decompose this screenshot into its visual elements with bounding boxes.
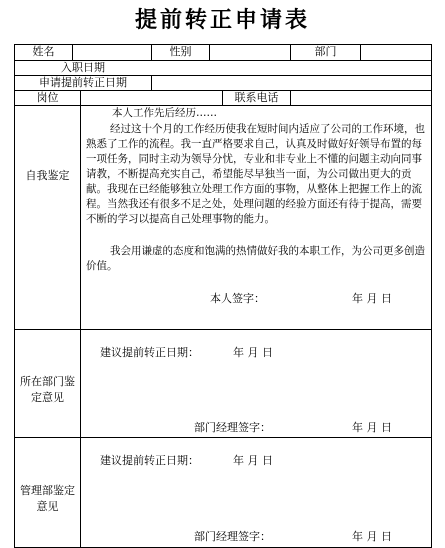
position-label: 岗位 bbox=[36, 91, 59, 104]
dept-suggest-date-value: 年 月 日 bbox=[233, 346, 273, 359]
name-value-field[interactable] bbox=[73, 45, 151, 59]
contact-phone-value-field[interactable] bbox=[291, 91, 431, 105]
col-divider bbox=[80, 105, 81, 547]
dept-opinion-label-line1: 所在部门鉴 bbox=[20, 375, 75, 388]
table-border-right bbox=[431, 44, 432, 548]
self-assessment-body: 经过这十个月的工作经历使我在短时间内适应了公司的工作环境，也熟悉了工作的流程。我一直严格要求自己，认真及时做好好领导布置的每一项任务，同时主动为领导分忧，专业和非专业上不懂的问题主动向同事请教，不断提高充实自己，希望能尽早独当一面，为公司做出更大的贡献。我现在已经能够独立处理工作方面的事物，从整体上把握工作上的流程。当然我还有很多不足之处，处理问题的经验方面还有待于提高，需要不断的学习以提高自己处理事物的能力。 bbox=[86, 123, 425, 225]
contact-phone-label: 联系电话 bbox=[234, 91, 279, 104]
gender-label: 性别 bbox=[169, 45, 192, 58]
entry-date-label: 入职日期 bbox=[61, 61, 105, 74]
row-divider bbox=[14, 437, 432, 438]
gender-value-field[interactable] bbox=[210, 45, 290, 59]
row-divider bbox=[14, 329, 432, 330]
mgmt-manager-signature-date: 年 月 日 bbox=[352, 530, 392, 543]
apply-date-value-field[interactable] bbox=[152, 76, 431, 90]
dept-opinion-label-line2: 定意见 bbox=[31, 391, 64, 404]
form-title: 提前转正申请表 bbox=[134, 7, 310, 33]
department-label: 部门 bbox=[314, 45, 337, 58]
application-form-table bbox=[14, 44, 432, 548]
dept-manager-signature-date: 年 月 日 bbox=[352, 421, 392, 434]
self-assessment-label: 自我鉴定 bbox=[25, 169, 70, 182]
position-value-field[interactable] bbox=[81, 91, 222, 105]
entry-date-value-field[interactable] bbox=[152, 61, 431, 75]
self-signature-label: 本人签字： bbox=[210, 292, 265, 305]
name-label: 姓名 bbox=[32, 45, 55, 58]
mgmt-opinion-label-line2: 意见 bbox=[36, 500, 59, 513]
mgmt-suggest-date-value: 年 月 日 bbox=[233, 454, 273, 467]
dept-suggest-date-label: 建议提前转正日期： bbox=[100, 346, 199, 359]
self-assessment-closing: 我会用谦虚的态度和饱满的热情做好我的本职工作，为公司更多创造价值。 bbox=[86, 245, 425, 272]
self-assessment-greeting: 本人工作先后经历…… bbox=[112, 107, 217, 119]
apply-date-label: 申请提前转正日期 bbox=[39, 76, 127, 89]
self-signature-date: 年 月 日 bbox=[352, 292, 392, 305]
dept-manager-signature-label: 部门经理签字： bbox=[194, 421, 271, 434]
department-value-field[interactable] bbox=[361, 45, 431, 59]
mgmt-opinion-label-line1: 管理部鉴定 bbox=[20, 484, 75, 497]
mgmt-suggest-date-label: 建议提前转正日期： bbox=[100, 454, 199, 467]
mgmt-manager-signature-label: 部门经理签字： bbox=[194, 530, 271, 543]
table-border-left bbox=[14, 44, 15, 548]
